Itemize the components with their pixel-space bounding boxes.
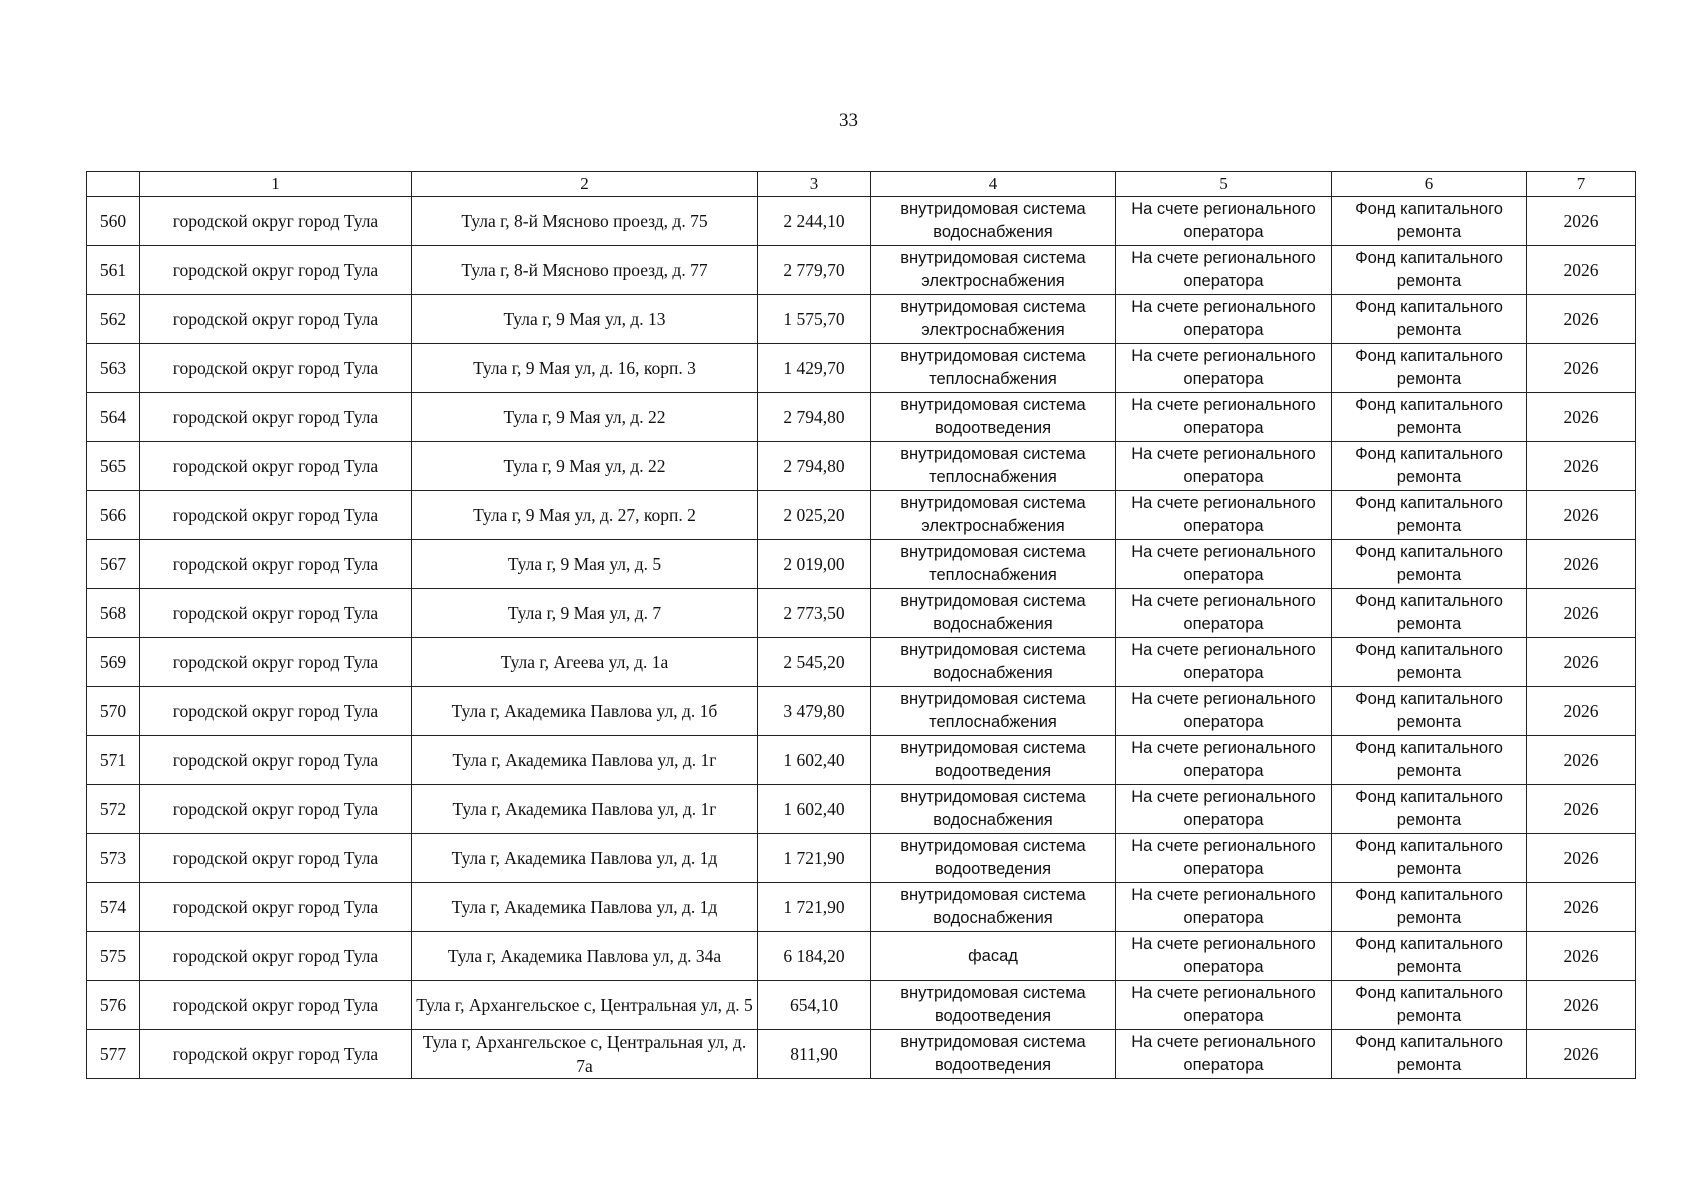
account-cell: На счете регионального оператора bbox=[1116, 344, 1332, 393]
table-row bbox=[87, 246, 1636, 295]
account-cell: На счете регионального оператора bbox=[1116, 540, 1332, 589]
year-cell: 2026 bbox=[1527, 883, 1636, 932]
column-header-row-number bbox=[87, 172, 140, 197]
column-header-3: 3 bbox=[758, 172, 871, 197]
area-cell: 1 602,40 bbox=[758, 736, 871, 785]
funding-source-cell: Фонд капитального ремонта bbox=[1332, 246, 1527, 295]
area-cell: 811,90 bbox=[758, 1030, 871, 1079]
year-cell: 2026 bbox=[1527, 295, 1636, 344]
column-header-7: 7 bbox=[1527, 172, 1636, 197]
account-cell: На счете регионального оператора bbox=[1116, 442, 1332, 491]
account-cell: На счете регионального оператора bbox=[1116, 393, 1332, 442]
table-row bbox=[87, 687, 1636, 736]
table-row bbox=[87, 540, 1636, 589]
municipality-cell: городской округ город Тула bbox=[140, 197, 412, 246]
funding-source-cell: Фонд капитального ремонта bbox=[1332, 1030, 1527, 1079]
funding-source-cell: Фонд капитального ремонта bbox=[1332, 295, 1527, 344]
column-header-1: 1 bbox=[140, 172, 412, 197]
row-number-cell: 564 bbox=[87, 393, 140, 442]
municipality-cell: городской округ город Тула bbox=[140, 687, 412, 736]
address-cell: Тула г, 8-й Мясново проезд, д. 75 bbox=[412, 197, 758, 246]
work-type-cell: внутридомовая система водоотведения bbox=[871, 1030, 1116, 1079]
funding-source-cell: Фонд капитального ремонта bbox=[1332, 883, 1527, 932]
area-cell: 1 721,90 bbox=[758, 883, 871, 932]
column-header-5: 5 bbox=[1116, 172, 1332, 197]
year-cell: 2026 bbox=[1527, 393, 1636, 442]
funding-source-cell: Фонд капитального ремонта bbox=[1332, 589, 1527, 638]
row-number-cell: 570 bbox=[87, 687, 140, 736]
year-cell: 2026 bbox=[1527, 197, 1636, 246]
register-table bbox=[86, 171, 1636, 1079]
area-cell: 1 429,70 bbox=[758, 344, 871, 393]
year-cell: 2026 bbox=[1527, 442, 1636, 491]
municipality-cell: городской округ город Тула bbox=[140, 785, 412, 834]
municipality-cell: городской округ город Тула bbox=[140, 393, 412, 442]
funding-source-cell: Фонд капитального ремонта bbox=[1332, 981, 1527, 1030]
table-row bbox=[87, 295, 1636, 344]
row-number-cell: 576 bbox=[87, 981, 140, 1030]
row-number-cell: 563 bbox=[87, 344, 140, 393]
table-row bbox=[87, 589, 1636, 638]
funding-source-cell: Фонд капитального ремонта bbox=[1332, 491, 1527, 540]
address-cell: Тула г, Академика Павлова ул, д. 1д bbox=[412, 834, 758, 883]
table-row bbox=[87, 932, 1636, 981]
work-type-cell: внутридомовая система электроснабжения bbox=[871, 295, 1116, 344]
row-number-cell: 574 bbox=[87, 883, 140, 932]
row-number-cell: 573 bbox=[87, 834, 140, 883]
year-cell: 2026 bbox=[1527, 932, 1636, 981]
account-cell: На счете регионального оператора bbox=[1116, 736, 1332, 785]
municipality-cell: городской округ город Тула bbox=[140, 834, 412, 883]
table-row bbox=[87, 785, 1636, 834]
municipality-cell: городской округ город Тула bbox=[140, 442, 412, 491]
table-row bbox=[87, 736, 1636, 785]
address-cell: Тула г, 9 Мая ул, д. 22 bbox=[412, 393, 758, 442]
account-cell: На счете регионального оператора bbox=[1116, 197, 1332, 246]
funding-source-cell: Фонд капитального ремонта bbox=[1332, 197, 1527, 246]
year-cell: 2026 bbox=[1527, 834, 1636, 883]
address-cell: Тула г, 9 Мая ул, д. 7 bbox=[412, 589, 758, 638]
municipality-cell: городской округ город Тула bbox=[140, 932, 412, 981]
area-cell: 2 244,10 bbox=[758, 197, 871, 246]
funding-source-cell: Фонд капитального ремонта bbox=[1332, 785, 1527, 834]
year-cell: 2026 bbox=[1527, 491, 1636, 540]
account-cell: На счете регионального оператора bbox=[1116, 932, 1332, 981]
year-cell: 2026 bbox=[1527, 246, 1636, 295]
year-cell: 2026 bbox=[1527, 785, 1636, 834]
municipality-cell: городской округ город Тула bbox=[140, 295, 412, 344]
address-cell: Тула г, Архангельское с, Центральная ул, д. 7а bbox=[412, 1030, 758, 1079]
address-cell: Тула г, 9 Мая ул, д. 13 bbox=[412, 295, 758, 344]
table-row bbox=[87, 344, 1636, 393]
address-cell: Тула г, Академика Павлова ул, д. 1г bbox=[412, 785, 758, 834]
header-row bbox=[87, 172, 1636, 197]
address-cell: Тула г, 9 Мая ул, д. 16, корп. 3 bbox=[412, 344, 758, 393]
row-number-cell: 567 bbox=[87, 540, 140, 589]
work-type-cell: внутридомовая система электроснабжения bbox=[871, 491, 1116, 540]
municipality-cell: городской округ город Тула bbox=[140, 638, 412, 687]
row-number-cell: 575 bbox=[87, 932, 140, 981]
account-cell: На счете регионального оператора bbox=[1116, 687, 1332, 736]
row-number-cell: 577 bbox=[87, 1030, 140, 1079]
funding-source-cell: Фонд капитального ремонта bbox=[1332, 834, 1527, 883]
row-number-cell: 561 bbox=[87, 246, 140, 295]
municipality-cell: городской округ город Тула bbox=[140, 344, 412, 393]
area-cell: 2 779,70 bbox=[758, 246, 871, 295]
work-type-cell: внутридомовая система водоснабжения bbox=[871, 197, 1116, 246]
funding-source-cell: Фонд капитального ремонта bbox=[1332, 344, 1527, 393]
year-cell: 2026 bbox=[1527, 589, 1636, 638]
row-number-cell: 568 bbox=[87, 589, 140, 638]
address-cell: Тула г, 9 Мая ул, д. 5 bbox=[412, 540, 758, 589]
account-cell: На счете регионального оператора bbox=[1116, 491, 1332, 540]
row-number-cell: 569 bbox=[87, 638, 140, 687]
page-number: 33 bbox=[839, 110, 858, 131]
area-cell: 2 025,20 bbox=[758, 491, 871, 540]
municipality-cell: городской округ город Тула bbox=[140, 1030, 412, 1079]
year-cell: 2026 bbox=[1527, 981, 1636, 1030]
address-cell: Тула г, 8-й Мясново проезд, д. 77 bbox=[412, 246, 758, 295]
work-type-cell: внутридомовая система теплоснабжения bbox=[871, 344, 1116, 393]
municipality-cell: городской округ город Тула bbox=[140, 589, 412, 638]
account-cell: На счете регионального оператора bbox=[1116, 1030, 1332, 1079]
year-cell: 2026 bbox=[1527, 687, 1636, 736]
row-number-cell: 565 bbox=[87, 442, 140, 491]
municipality-cell: городской округ город Тула bbox=[140, 491, 412, 540]
area-cell: 2 794,80 bbox=[758, 442, 871, 491]
address-cell: Тула г, Академика Павлова ул, д. 34а bbox=[412, 932, 758, 981]
area-cell: 2 773,50 bbox=[758, 589, 871, 638]
account-cell: На счете регионального оператора bbox=[1116, 246, 1332, 295]
address-cell: Тула г, 9 Мая ул, д. 22 bbox=[412, 442, 758, 491]
account-cell: На счете регионального оператора bbox=[1116, 883, 1332, 932]
municipality-cell: городской округ город Тула bbox=[140, 883, 412, 932]
area-cell: 2 019,00 bbox=[758, 540, 871, 589]
funding-source-cell: Фонд капитального ремонта bbox=[1332, 932, 1527, 981]
area-cell: 654,10 bbox=[758, 981, 871, 1030]
account-cell: На счете регионального оператора bbox=[1116, 638, 1332, 687]
address-cell: Тула г, Архангельское с, Центральная ул, д. 5 bbox=[412, 981, 758, 1030]
work-type-cell: внутридомовая система теплоснабжения bbox=[871, 687, 1116, 736]
area-cell: 2 545,20 bbox=[758, 638, 871, 687]
area-cell: 1 602,40 bbox=[758, 785, 871, 834]
table-row bbox=[87, 393, 1636, 442]
account-cell: На счете регионального оператора bbox=[1116, 295, 1332, 344]
table-body bbox=[87, 197, 1636, 1079]
column-header-6: 6 bbox=[1332, 172, 1527, 197]
work-type-cell: внутридомовая система водоотведения bbox=[871, 736, 1116, 785]
table-row bbox=[87, 883, 1636, 932]
work-type-cell: внутридомовая система водоотведения bbox=[871, 393, 1116, 442]
row-number-cell: 562 bbox=[87, 295, 140, 344]
work-type-cell: внутридомовая система теплоснабжения bbox=[871, 540, 1116, 589]
row-number-cell: 566 bbox=[87, 491, 140, 540]
column-header-2: 2 bbox=[412, 172, 758, 197]
year-cell: 2026 bbox=[1527, 1030, 1636, 1079]
account-cell: На счете регионального оператора bbox=[1116, 589, 1332, 638]
table-row bbox=[87, 442, 1636, 491]
account-cell: На счете регионального оператора bbox=[1116, 834, 1332, 883]
work-type-cell: внутридомовая система водоотведения bbox=[871, 834, 1116, 883]
year-cell: 2026 bbox=[1527, 638, 1636, 687]
year-cell: 2026 bbox=[1527, 540, 1636, 589]
table-row bbox=[87, 981, 1636, 1030]
area-cell: 1 575,70 bbox=[758, 295, 871, 344]
address-cell: Тула г, Академика Павлова ул, д. 1г bbox=[412, 736, 758, 785]
work-type-cell: внутридомовая система теплоснабжения bbox=[871, 442, 1116, 491]
area-cell: 6 184,20 bbox=[758, 932, 871, 981]
work-type-cell: внутридомовая система электроснабжения bbox=[871, 246, 1116, 295]
table-row bbox=[87, 1030, 1636, 1079]
funding-source-cell: Фонд капитального ремонта bbox=[1332, 540, 1527, 589]
year-cell: 2026 bbox=[1527, 344, 1636, 393]
row-number-cell: 572 bbox=[87, 785, 140, 834]
table-row bbox=[87, 491, 1636, 540]
year-cell: 2026 bbox=[1527, 736, 1636, 785]
funding-source-cell: Фонд капитального ремонта bbox=[1332, 687, 1527, 736]
row-number-cell: 571 bbox=[87, 736, 140, 785]
work-type-cell: фасад bbox=[871, 932, 1116, 981]
municipality-cell: городской округ город Тула bbox=[140, 736, 412, 785]
account-cell: На счете регионального оператора bbox=[1116, 981, 1332, 1030]
area-cell: 3 479,80 bbox=[758, 687, 871, 736]
funding-source-cell: Фонд капитального ремонта bbox=[1332, 442, 1527, 491]
area-cell: 2 794,80 bbox=[758, 393, 871, 442]
address-cell: Тула г, Академика Павлова ул, д. 1д bbox=[412, 883, 758, 932]
table-row bbox=[87, 834, 1636, 883]
funding-source-cell: Фонд капитального ремонта bbox=[1332, 638, 1527, 687]
funding-source-cell: Фонд капитального ремонта bbox=[1332, 736, 1527, 785]
work-type-cell: внутридомовая система водоснабжения bbox=[871, 638, 1116, 687]
table-row bbox=[87, 197, 1636, 246]
address-cell: Тула г, Академика Павлова ул, д. 1б bbox=[412, 687, 758, 736]
area-cell: 1 721,90 bbox=[758, 834, 871, 883]
work-type-cell: внутридомовая система водоснабжения bbox=[871, 589, 1116, 638]
work-type-cell: внутридомовая система водоснабжения bbox=[871, 883, 1116, 932]
address-cell: Тула г, 9 Мая ул, д. 27, корп. 2 bbox=[412, 491, 758, 540]
column-header-4: 4 bbox=[871, 172, 1116, 197]
municipality-cell: городской округ город Тула bbox=[140, 981, 412, 1030]
municipality-cell: городской округ город Тула bbox=[140, 246, 412, 295]
row-number-cell: 560 bbox=[87, 197, 140, 246]
account-cell: На счете регионального оператора bbox=[1116, 785, 1332, 834]
municipality-cell: городской округ город Тула bbox=[140, 540, 412, 589]
funding-source-cell: Фонд капитального ремонта bbox=[1332, 393, 1527, 442]
address-cell: Тула г, Агеева ул, д. 1а bbox=[412, 638, 758, 687]
table-row bbox=[87, 638, 1636, 687]
work-type-cell: внутридомовая система водоотведения bbox=[871, 981, 1116, 1030]
work-type-cell: внутридомовая система водоснабжения bbox=[871, 785, 1116, 834]
